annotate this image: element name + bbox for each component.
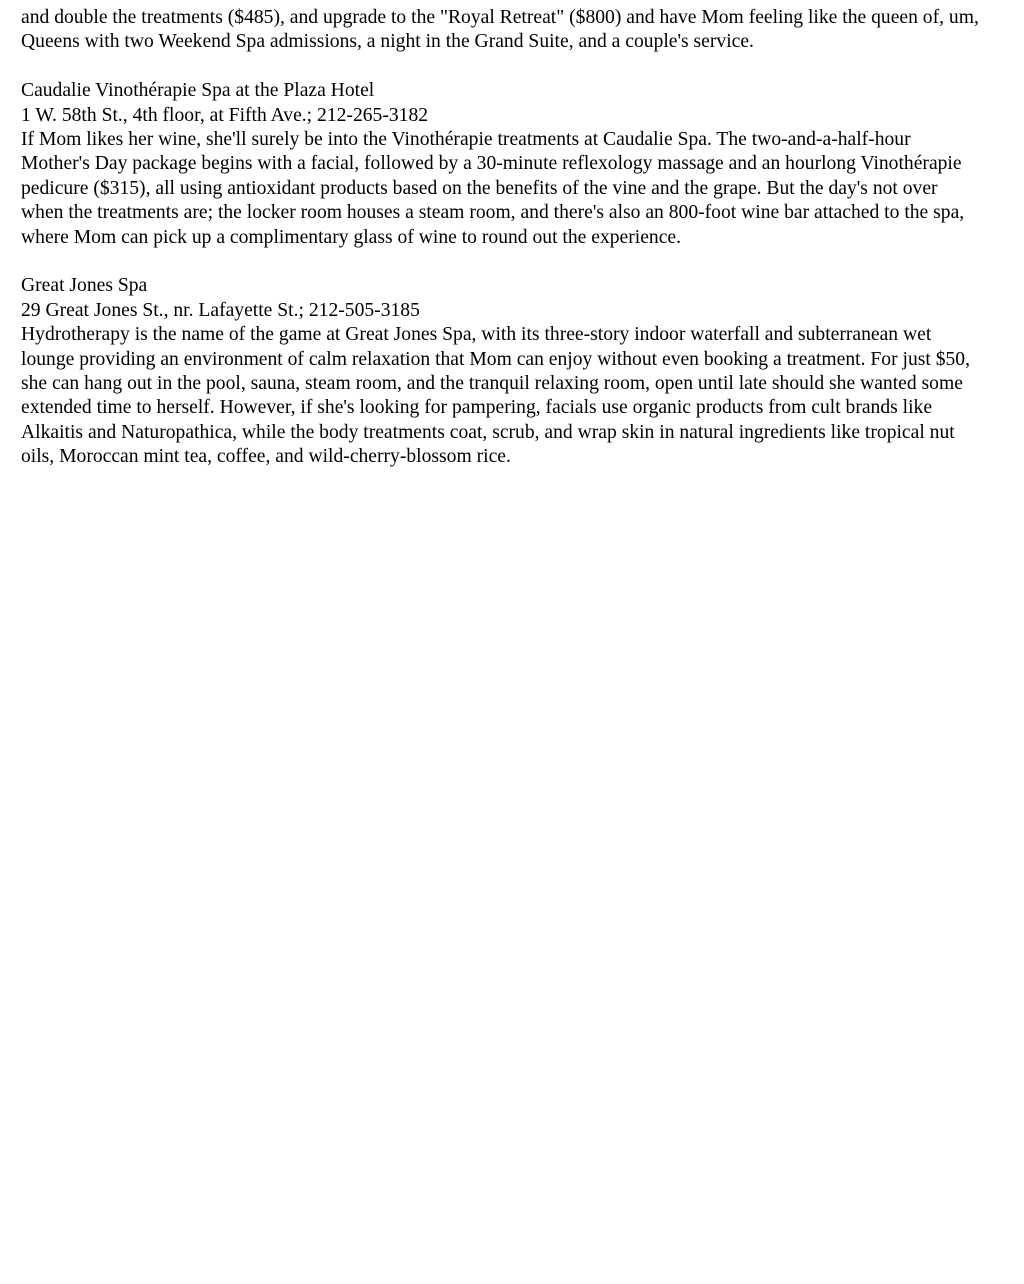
paragraph-spacer	[21, 55, 981, 79]
spa-description: Hydrotherapy is the name of the game at Great Jones Spa, with its three-story indoor waterfall and subterranean wet lounge providing an environment of calm relaxation that Mom can enjoy without even booking a treatment. For just $50, she can hang out in the pool, sauna, steam room, and the tranquil relaxing room, open until late should she wanted some extended time to herself. However, if she's looking for pampering, facials use organic products from cult brands like Alkaitis and Naturopathica, while the body treatments coat, scrub, and wrap skin in natural ingredients like tropical nut oils, Moroccan mint tea, coffee, and wild-cherry-blossom rice.	[21, 324, 970, 468]
spa-entry-great-jones	[21, 274, 981, 469]
spa-name: Great Jones Spa	[21, 275, 148, 297]
spa-name: Caudalie Vinothérapie Spa at the Plaza Hotel	[21, 80, 375, 102]
paragraph-spacer	[21, 250, 981, 274]
spa-description: If Mom likes her wine, she'll surely be into the Vinothérapie treatments at Caudalie Spa. The two-and-a-half-hour Mother's Day package begins with a facial, followed by a 30-minute reflexology massage and an hourlong Vinothérapie pedicure ($315), all using antioxidant products based on the benefits of the vine and the grape. But the day's not over when the treatments are; the locker room houses a steam room, and there's also an 800-foot wine bar attached to the spa, where Mom can pick up a complimentary glass of wine to round out the experience.	[21, 129, 965, 248]
spa-entry-caudalie	[21, 79, 981, 250]
spa-address: 29 Great Jones St., nr. Lafayette St.; 212-505-3185	[21, 299, 420, 321]
intro-paragraph: and double the treatments ($485), and upgrade to the "Royal Retreat" ($800) and have Mom feeling like the queen of, um, Queens with two Weekend Spa admissions, a night in the Grand Suite, and a couple's service.	[21, 7, 979, 53]
spa-address: 1 W. 58th St., 4th floor, at Fifth Ave.; 212-265-3182	[21, 104, 429, 126]
article-body	[21, 6, 981, 470]
